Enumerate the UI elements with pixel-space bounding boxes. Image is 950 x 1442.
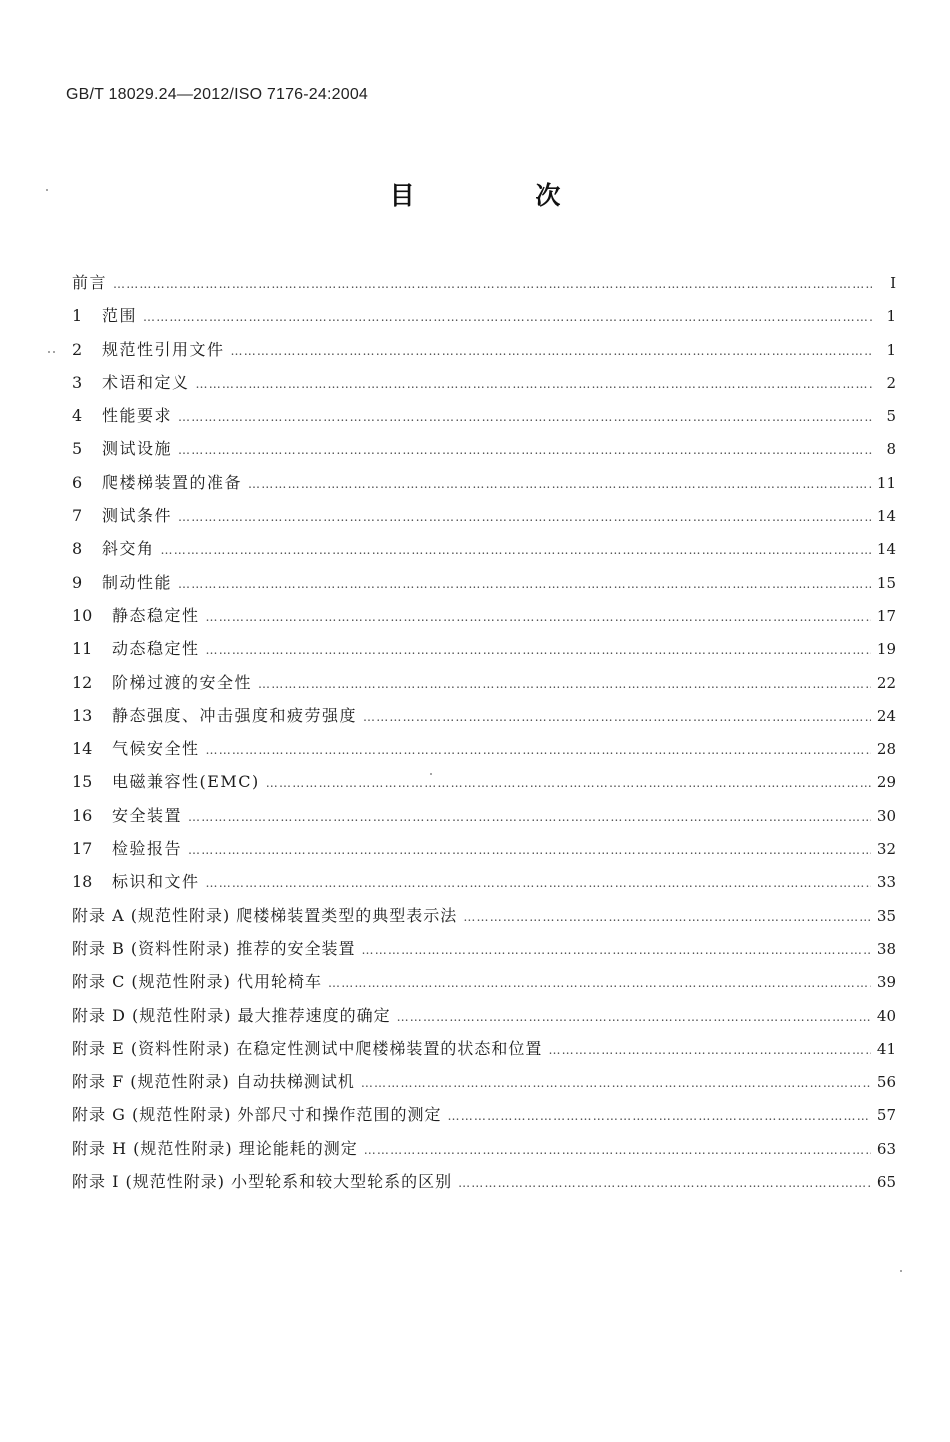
dot-leader <box>161 534 871 567</box>
toc-entry-page: 57 <box>876 1106 896 1125</box>
dot-leader <box>266 767 871 800</box>
toc-entry-page: 38 <box>876 939 896 958</box>
scan-speck <box>53 351 55 353</box>
toc-entry[interactable] <box>72 466 896 499</box>
toc-entry-title: 检验报告 <box>112 839 183 859</box>
toc-entry-page: 41 <box>876 1039 896 1058</box>
toc-entry[interactable] <box>72 899 896 932</box>
toc-entry-number: 12 <box>72 672 93 692</box>
toc-entry-title: 安全装置 <box>112 805 183 825</box>
scan-speck <box>900 1270 902 1272</box>
toc-entry-page: 63 <box>876 1139 896 1158</box>
dot-leader <box>363 701 871 734</box>
scan-speck <box>46 189 48 191</box>
toc-entry-number: 13 <box>72 705 93 725</box>
toc-entry[interactable] <box>72 799 896 832</box>
dot-leader <box>364 1134 871 1167</box>
dot-leader <box>113 268 872 301</box>
toc-entry-title: 制动性能 <box>102 572 173 592</box>
toc-entry-page: 1 <box>886 340 896 359</box>
toc-entry-page: 15 <box>876 573 896 592</box>
table-of-contents <box>72 266 896 1198</box>
dot-leader <box>548 1034 870 1067</box>
dot-leader <box>196 368 872 401</box>
toc-entry-title: 附录 I (规范性附录) 小型轮系和较大型轮系的区别 <box>72 1172 453 1192</box>
toc-entry-number: 2 <box>72 339 83 359</box>
dot-leader <box>258 668 871 701</box>
toc-entry-number: 17 <box>72 839 93 859</box>
dot-leader <box>397 1001 871 1034</box>
toc-entry-page: 33 <box>876 873 896 892</box>
scan-speck <box>430 773 432 775</box>
toc-entry-title: 附录 D (规范性附录) 最大推荐速度的确定 <box>72 1005 391 1025</box>
dot-leader <box>188 834 871 867</box>
toc-entry-page: Ⅰ <box>890 274 896 292</box>
toc-entry-title: 静态稳定性 <box>112 605 200 625</box>
dot-leader <box>362 934 871 967</box>
toc-entry[interactable] <box>72 965 896 998</box>
toc-entry-page: 65 <box>876 1173 896 1192</box>
toc-entry-number: 10 <box>72 605 93 625</box>
dot-leader <box>206 634 871 667</box>
toc-entry-title: 附录 C (规范性附录) 代用轮椅车 <box>72 972 322 992</box>
toc-entry[interactable] <box>72 599 896 632</box>
dot-leader <box>328 967 871 1000</box>
toc-entry[interactable] <box>72 366 896 399</box>
toc-entry-page: 30 <box>876 806 896 825</box>
toc-entry-number: 6 <box>72 472 83 492</box>
toc-entry[interactable] <box>72 765 896 798</box>
toc-entry-page: 17 <box>876 606 896 625</box>
toc-entry[interactable] <box>72 266 896 299</box>
toc-entry[interactable] <box>72 532 896 565</box>
toc-entry-number: 5 <box>72 439 83 459</box>
toc-entry-title: 标识和文件 <box>112 872 200 892</box>
toc-entry-number: 3 <box>72 372 83 392</box>
toc-entry-title: 静态强度、冲击强度和疲劳强度 <box>112 705 358 725</box>
toc-entry-page: 32 <box>876 840 896 859</box>
toc-entry-number: 4 <box>72 406 83 426</box>
dot-leader <box>178 568 871 601</box>
toc-entry-page: 29 <box>876 773 896 792</box>
dot-leader <box>231 335 872 368</box>
toc-entry[interactable] <box>72 632 896 665</box>
toc-entry-page: 1 <box>886 307 896 326</box>
toc-entry[interactable] <box>72 1032 896 1065</box>
toc-entry-title: 术语和定义 <box>102 372 190 392</box>
toc-entry[interactable] <box>72 399 896 432</box>
toc-entry-page: 11 <box>876 473 896 492</box>
toc-entry-number: 1 <box>72 306 83 326</box>
toc-entry-title: 附录 A (规范性附录) 爬楼梯装置类型的典型表示法 <box>72 905 458 925</box>
dot-leader <box>206 601 871 634</box>
toc-entry-title: 爬楼梯装置的准备 <box>102 472 243 492</box>
toc-entry-title: 附录 E (资料性附录) 在稳定性测试中爬楼梯装置的状态和位置 <box>72 1038 543 1058</box>
toc-entry[interactable] <box>72 1165 896 1198</box>
toc-entry-page: 39 <box>876 973 896 992</box>
toc-entry-number: 15 <box>72 772 93 792</box>
dot-leader <box>178 501 871 534</box>
toc-entry-page: 40 <box>876 1006 896 1025</box>
toc-entry-page: 35 <box>876 906 896 925</box>
toc-entry-page: 14 <box>876 540 896 559</box>
toc-entry[interactable] <box>72 666 896 699</box>
toc-entry-number: 16 <box>72 805 93 825</box>
toc-entry-title: 前言 <box>72 273 108 292</box>
toc-entry-page: 22 <box>876 673 896 692</box>
toc-entry[interactable] <box>72 1098 896 1131</box>
toc-entry[interactable] <box>72 1065 896 1098</box>
toc-entry[interactable] <box>72 932 896 965</box>
toc-entry-page: 14 <box>876 507 896 526</box>
toc-entry-title: 规范性引用文件 <box>102 339 225 359</box>
toc-entry-number: 18 <box>72 872 93 892</box>
dot-leader <box>143 301 872 334</box>
standard-code: GB/T 18029.24—2012/ISO 7176-24:2004 <box>66 86 369 103</box>
dot-leader <box>448 1100 871 1133</box>
dot-leader <box>206 867 871 900</box>
toc-entry-page: 56 <box>876 1073 896 1092</box>
toc-entry-number: 8 <box>72 539 83 559</box>
dot-leader <box>458 1167 871 1200</box>
dot-leader <box>248 468 871 501</box>
toc-entry[interactable] <box>72 732 896 765</box>
toc-entry-title: 测试条件 <box>102 506 173 526</box>
toc-entry[interactable] <box>72 865 896 898</box>
toc-entry-title: 附录 B (资料性附录) 推荐的安全装置 <box>72 938 356 958</box>
toc-entry-title: 附录 G (规范性附录) 外部尺寸和操作范围的测定 <box>72 1105 442 1125</box>
toc-entry-title: 阶梯过渡的安全性 <box>112 672 253 692</box>
toc-entry-number: 14 <box>72 739 93 759</box>
toc-entry-page: 28 <box>876 740 896 759</box>
toc-entry[interactable] <box>72 832 896 865</box>
toc-entry-title: 斜交角 <box>102 539 155 559</box>
toc-entry-title: 动态稳定性 <box>112 639 200 659</box>
toc-entry[interactable] <box>72 699 896 732</box>
toc-entry-title: 性能要求 <box>102 406 173 426</box>
toc-entry-page: 5 <box>886 407 896 426</box>
dot-leader <box>188 801 871 834</box>
toc-entry[interactable] <box>72 499 896 532</box>
dot-leader <box>178 401 872 434</box>
toc-entry-number: 11 <box>72 639 93 659</box>
toc-entry[interactable] <box>72 299 896 332</box>
toc-entry-page: 19 <box>876 640 896 659</box>
toc-entry-page: 2 <box>886 373 896 392</box>
toc-entry[interactable] <box>72 566 896 599</box>
toc-entry-title: 测试设施 <box>102 439 173 459</box>
page-title: 目 次 <box>389 181 617 210</box>
dot-leader <box>206 734 871 767</box>
toc-entry-title: 附录 F (规范性附录) 自动扶梯测试机 <box>72 1072 355 1092</box>
dot-leader <box>463 901 871 934</box>
toc-entry-number: 9 <box>72 572 83 592</box>
toc-entry-page: 8 <box>886 440 896 459</box>
toc-entry[interactable] <box>72 1132 896 1165</box>
toc-entry-title: 电磁兼容性(EMC) <box>112 772 260 792</box>
dot-leader <box>361 1067 871 1100</box>
dot-leader <box>178 434 872 467</box>
toc-entry-page: 24 <box>876 706 896 725</box>
toc-entry[interactable] <box>72 999 896 1032</box>
toc-entry-title: 附录 H (规范性附录) 理论能耗的测定 <box>72 1138 358 1158</box>
toc-entry-title: 气候安全性 <box>112 739 200 759</box>
toc-entry-title: 范围 <box>102 306 138 326</box>
toc-entry-number: 7 <box>72 506 83 526</box>
scan-speck <box>48 351 50 353</box>
toc-entry[interactable] <box>72 432 896 465</box>
toc-entry[interactable] <box>72 333 896 366</box>
